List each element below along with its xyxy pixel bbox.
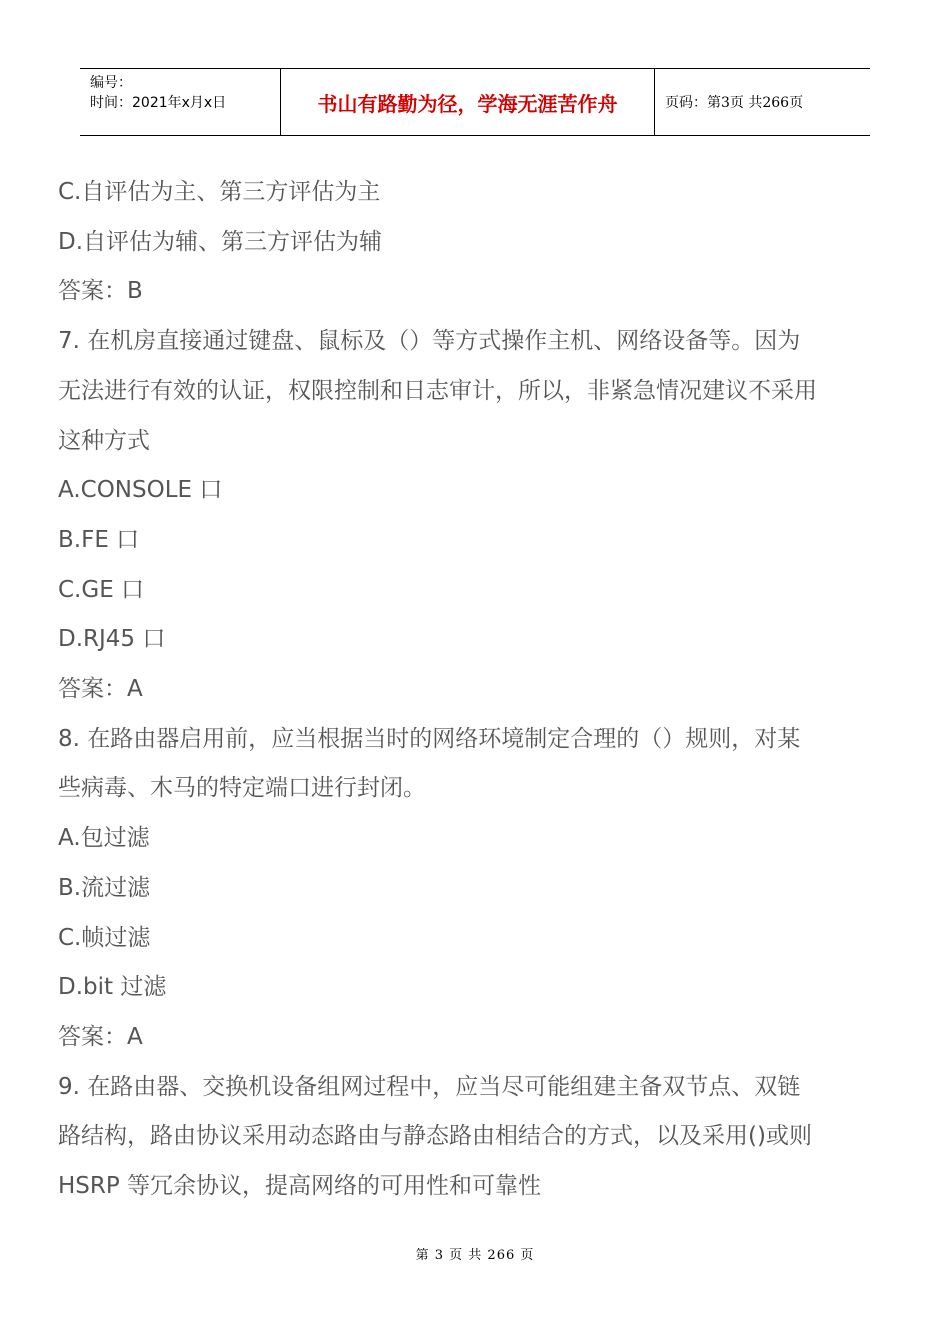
- document-body: [58, 168, 898, 1212]
- page-footer: 第 3 页 共 266 页: [415, 1248, 535, 1263]
- option-line: C.帧过滤: [58, 924, 151, 951]
- question-line: 7. 在机房直接通过键盘、鼠标及（）等方式操作主机、网络设备等。因为: [58, 328, 801, 355]
- question-line: 些病毒、木马的特定端口进行封闭。: [58, 775, 426, 802]
- header-page-info: 页码：第3页 共266页: [665, 95, 804, 111]
- answer-line: 答案：A: [58, 676, 143, 703]
- option-line: B.流过滤: [58, 874, 151, 901]
- question-line: 无法进行有效的认证，权限控制和日志审计，所以，非紧急情况建议不采用: [58, 377, 817, 404]
- option-line: A.CONSOLE 口: [58, 477, 223, 504]
- question-line: HSRP 等冗余协议，提高网络的可用性和可靠性: [58, 1173, 542, 1200]
- document-date: 时间：2021年x月x日: [90, 95, 227, 111]
- page-header: [80, 68, 870, 136]
- option-line: D.RJ45 口: [58, 626, 166, 653]
- question-line: 路结构，路由协议采用动态路由与静态路由相结合的方式，以及采用()或则: [58, 1123, 812, 1150]
- answer-line: 答案：B: [58, 278, 143, 305]
- header-motto: 书山有路勤为径，学海无涯苦作舟: [317, 91, 618, 116]
- answer-line: 答案：A: [58, 1023, 143, 1050]
- option-line: D.bit 过滤: [58, 974, 167, 1001]
- option-line: A.包过滤: [58, 825, 150, 852]
- question-line: 9. 在路由器、交换机设备组网过程中，应当尽可能组建主备双节点、双链: [58, 1073, 801, 1100]
- header-meta: [90, 73, 226, 113]
- option-line: B.FE 口: [58, 526, 140, 553]
- question-line: 8. 在路由器启用前，应当根据当时的网络环境制定合理的（）规则，对某: [58, 725, 801, 752]
- text-line: D.自评估为辅、第三方评估为辅: [58, 228, 383, 255]
- option-line: C.GE 口: [58, 576, 145, 603]
- header-divider: [654, 69, 655, 135]
- question-line: 这种方式: [58, 427, 150, 454]
- text-line: C.自评估为主、第三方评估为主: [58, 179, 381, 205]
- document-number-label: 编号：: [90, 75, 132, 91]
